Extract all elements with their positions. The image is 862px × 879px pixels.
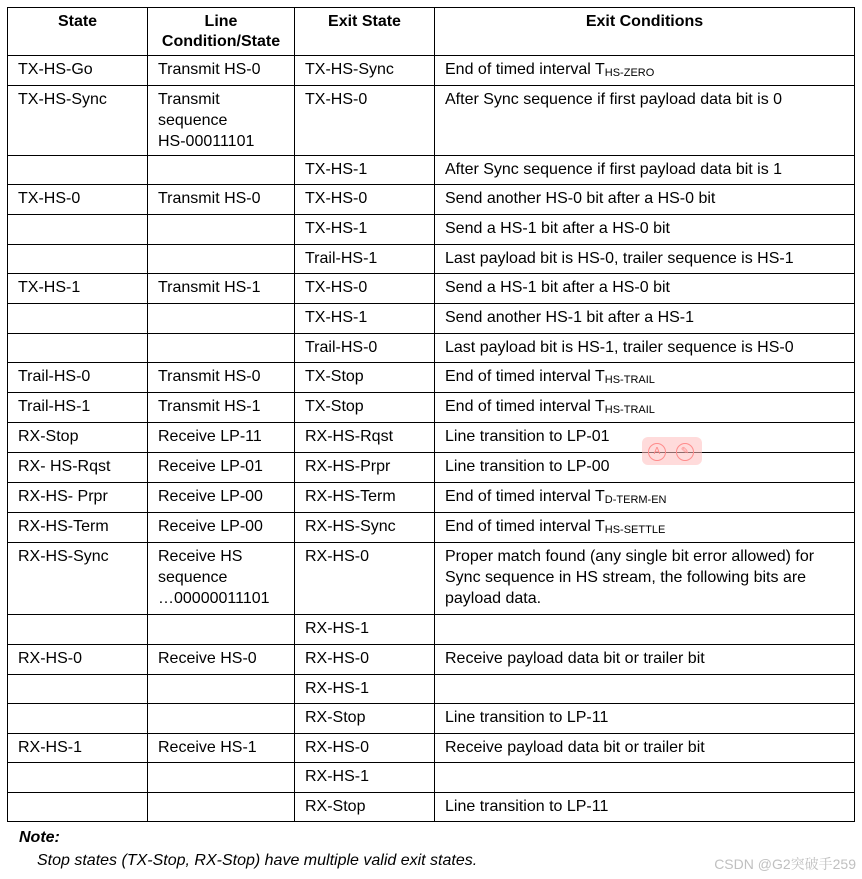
- state-cell: [8, 763, 148, 793]
- line-condition-cell: [148, 274, 295, 304]
- exit-condition-cell: [435, 513, 855, 543]
- line-condition-cell-text: Transmit sequence HS-00011101: [158, 91, 255, 150]
- exit-state-cell: [295, 215, 435, 245]
- line-condition-cell: [148, 734, 295, 763]
- table-row: [8, 156, 855, 185]
- exit-state-cell: [295, 363, 435, 393]
- line-condition-cell: [148, 363, 295, 393]
- exit-condition-cell: [435, 304, 855, 334]
- exit-state-cell: [295, 734, 435, 763]
- exit-state-cell-text: RX-HS-Prpr: [305, 458, 391, 475]
- table-row: [8, 393, 855, 423]
- header-exit-conditions: Exit Conditions: [435, 8, 855, 56]
- line-condition-cell: [148, 86, 295, 156]
- exit-state-cell-text: TX-HS-0: [305, 190, 368, 207]
- exit-condition-cell: [435, 483, 855, 513]
- exit-condition-cell: [435, 363, 855, 393]
- state-cell: [8, 156, 148, 185]
- line-condition-cell: [148, 793, 295, 822]
- table-row: [8, 245, 855, 274]
- exit-state-cell-text: TX-HS-1: [305, 161, 368, 178]
- exit-state-cell-text: RX-HS-1: [305, 680, 370, 697]
- exit-state-cell: [295, 393, 435, 423]
- exit-condition-cell-text: Receive payload data bit or trailer bit: [445, 739, 705, 756]
- exit-state-cell: [295, 156, 435, 185]
- exit-condition-cell-text: Proper match found (any single bit error allowed) for Sync sequence in HS stream, the following bits are payload data.: [445, 548, 815, 607]
- line-condition-cell-text: Transmit HS-0: [158, 190, 261, 207]
- line-condition-cell: [148, 334, 295, 363]
- state-cell: [8, 453, 148, 483]
- state-cell: [8, 274, 148, 304]
- exit-state-cell: [295, 513, 435, 543]
- timing-parameter-subscript: D-TERM-EN: [604, 494, 667, 506]
- exit-condition-cell-text: After Sync sequence if first payload data bit is 0: [445, 91, 783, 108]
- line-condition-cell: [148, 393, 295, 423]
- exit-state-cell-text: RX-HS-Sync: [305, 518, 396, 535]
- table-body: [8, 56, 855, 822]
- table-row: [8, 704, 855, 734]
- exit-condition-cell: [435, 334, 855, 363]
- table-row: [8, 483, 855, 513]
- exit-condition-cell: [435, 56, 855, 86]
- exit-state-cell-text: RX-HS-0: [305, 548, 370, 565]
- table-row: [8, 453, 855, 483]
- line-condition-cell: [148, 704, 295, 734]
- line-condition-cell: [148, 423, 295, 453]
- timing-parameter-subscript: HS-TRAIL: [604, 404, 655, 416]
- exit-condition-cell: [435, 86, 855, 156]
- state-cell: [8, 304, 148, 334]
- line-condition-cell-text: Transmit HS-1: [158, 279, 261, 296]
- state-cell: [8, 793, 148, 822]
- table-row: [8, 334, 855, 363]
- table-header-row: [8, 8, 855, 56]
- floating-translate-widget[interactable]: [642, 437, 702, 465]
- table-row: [8, 215, 855, 245]
- state-cell-text: RX-HS-Sync: [18, 548, 109, 565]
- exit-state-cell: [295, 543, 435, 615]
- timing-parameter-subscript: HS-TRAIL: [604, 374, 655, 386]
- state-cell: [8, 423, 148, 453]
- exit-state-cell-text: RX-Stop: [305, 798, 366, 815]
- exit-condition-cell-text: Line transition to LP-11: [445, 709, 609, 726]
- exit-state-cell-text: TX-Stop: [305, 368, 364, 385]
- state-cell-text: TX-HS-Go: [18, 61, 93, 78]
- exit-condition-cell-text: End of timed interval T: [445, 61, 605, 78]
- state-cell-text: RX- HS-Rqst: [18, 458, 111, 475]
- state-cell-text: RX-HS-Term: [18, 518, 109, 535]
- exit-state-cell: [295, 793, 435, 822]
- state-cell: [8, 483, 148, 513]
- hs-state-table: [7, 7, 855, 822]
- line-condition-cell: [148, 304, 295, 334]
- table-row: [8, 793, 855, 822]
- line-condition-cell-text: Receive LP-00: [158, 518, 263, 535]
- exit-state-cell: [295, 245, 435, 274]
- line-condition-cell: [148, 453, 295, 483]
- state-cell: [8, 393, 148, 423]
- exit-state-cell: [295, 423, 435, 453]
- line-condition-cell: [148, 56, 295, 86]
- state-cell: [8, 245, 148, 274]
- line-condition-cell: [148, 215, 295, 245]
- exit-condition-cell: [435, 615, 855, 645]
- state-cell: [8, 334, 148, 363]
- exit-condition-cell: [435, 734, 855, 763]
- exit-state-cell: [295, 274, 435, 304]
- exit-state-cell: [295, 675, 435, 704]
- line-condition-cell-text: Transmit HS-0: [158, 61, 261, 78]
- timing-parameter-subscript: HS-SETTLE: [604, 524, 666, 536]
- exit-state-cell-text: RX-HS-Term: [305, 488, 396, 505]
- line-condition-cell-text: Receive LP-00: [158, 488, 263, 505]
- exit-state-cell-text: TX-Stop: [305, 398, 364, 415]
- exit-state-cell-text: RX-HS-1: [305, 620, 370, 637]
- exit-state-cell: [295, 304, 435, 334]
- table-row: [8, 645, 855, 675]
- exit-state-cell-text: TX-HS-Sync: [305, 61, 394, 78]
- exit-state-cell: [295, 334, 435, 363]
- note-title: Note:: [19, 829, 60, 846]
- exit-condition-cell-text: After Sync sequence if first payload data bit is 1: [445, 161, 783, 178]
- exit-condition-cell-text: Send a HS-1 bit after a HS-0 bit: [445, 279, 670, 296]
- header-line-condition-text: Line Condition/State: [161, 13, 281, 50]
- exit-state-cell: [295, 56, 435, 86]
- line-condition-cell: [148, 543, 295, 615]
- exit-condition-cell-text: Receive payload data bit or trailer bit: [445, 650, 705, 667]
- exit-condition-cell-text: Line transition to LP-01: [445, 428, 610, 445]
- state-cell: [8, 645, 148, 675]
- state-cell-text: RX-Stop: [18, 428, 79, 445]
- state-cell-text: Trail-HS-1: [18, 398, 91, 415]
- exit-condition-cell: [435, 763, 855, 793]
- table-row: [8, 304, 855, 334]
- state-cell-text: Trail-HS-0: [18, 368, 91, 385]
- table-row: [8, 513, 855, 543]
- exit-state-cell-text: TX-HS-0: [305, 279, 368, 296]
- table-row: [8, 274, 855, 304]
- state-cell-text: RX-HS- Prpr: [18, 488, 108, 505]
- exit-state-cell: [295, 763, 435, 793]
- table-row: [8, 86, 855, 156]
- state-cell: [8, 86, 148, 156]
- exit-state-cell-text: Trail-HS-1: [305, 250, 378, 267]
- table-row: [8, 675, 855, 704]
- exit-condition-cell: [435, 185, 855, 215]
- line-condition-cell: [148, 483, 295, 513]
- table-row: [8, 734, 855, 763]
- exit-condition-cell: [435, 793, 855, 822]
- state-cell: [8, 615, 148, 645]
- table-row: [8, 543, 855, 615]
- exit-condition-cell: [435, 543, 855, 615]
- line-condition-cell: [148, 615, 295, 645]
- timing-parameter-subscript: HS-ZERO: [604, 67, 655, 79]
- table-row: [8, 423, 855, 453]
- exit-state-cell: [295, 86, 435, 156]
- exit-state-cell: [295, 615, 435, 645]
- state-cell: [8, 543, 148, 615]
- state-cell: [8, 363, 148, 393]
- exit-condition-cell-text: Line transition to LP-00: [445, 458, 610, 475]
- exit-state-cell-text: RX-HS-1: [305, 768, 370, 785]
- watermark: CSDN @G2突破手259: [714, 856, 856, 872]
- header-exit-state: Exit State: [295, 8, 435, 56]
- state-cell-text: RX-HS-1: [18, 739, 83, 756]
- header-line-condition: [148, 8, 295, 56]
- table-row: [8, 363, 855, 393]
- line-condition-cell-text: Transmit HS-0: [158, 368, 261, 385]
- exit-condition-cell: [435, 215, 855, 245]
- line-condition-cell: [148, 156, 295, 185]
- exit-condition-cell-text: Send another HS-1 bit after a HS-1: [445, 309, 695, 326]
- exit-state-cell-text: RX-HS-Rqst: [305, 428, 394, 445]
- exit-state-cell-text: RX-HS-0: [305, 739, 370, 756]
- table-row: [8, 56, 855, 86]
- exit-state-cell-text: TX-HS-1: [305, 220, 368, 237]
- exit-condition-cell-text: End of timed interval T: [445, 488, 605, 505]
- exit-state-cell: [295, 704, 435, 734]
- translate-icon[interactable]: A: [648, 443, 666, 461]
- line-condition-cell-text: Receive HS-0: [158, 650, 257, 667]
- exit-condition-cell-text: Last payload bit is HS-1, trailer sequence is HS-0: [445, 339, 794, 356]
- line-condition-cell-text: Transmit HS-1: [158, 398, 261, 415]
- state-cell-text: TX-HS-1: [18, 279, 81, 296]
- line-condition-cell-text: Receive HS sequence …00000011101: [158, 548, 270, 607]
- exit-condition-cell: [435, 156, 855, 185]
- exit-condition-cell-text: End of timed interval T: [445, 518, 605, 535]
- state-cell-text: TX-HS-0: [18, 190, 81, 207]
- table-row: [8, 185, 855, 215]
- exit-condition-cell: [435, 393, 855, 423]
- exit-state-cell-text: TX-HS-1: [305, 309, 368, 326]
- exit-condition-cell: [435, 645, 855, 675]
- note-text: Stop states (TX-Stop, RX-Stop) have multiple valid exit states.: [37, 852, 478, 869]
- exit-condition-cell: [435, 704, 855, 734]
- exit-condition-cell-text: End of timed interval T: [445, 368, 605, 385]
- exit-state-cell: [295, 483, 435, 513]
- state-cell-text: RX-HS-0: [18, 650, 83, 667]
- line-condition-cell: [148, 675, 295, 704]
- exit-condition-cell: [435, 675, 855, 704]
- line-condition-cell: [148, 763, 295, 793]
- magic-wand-icon[interactable]: ✎: [676, 443, 694, 461]
- state-cell-text: TX-HS-Sync: [18, 91, 107, 108]
- state-cell: [8, 215, 148, 245]
- line-condition-cell-text: Receive LP-11: [158, 428, 262, 445]
- exit-condition-cell-text: End of timed interval T: [445, 398, 605, 415]
- state-cell: [8, 704, 148, 734]
- line-condition-cell-text: Receive LP-01: [158, 458, 263, 475]
- state-cell: [8, 513, 148, 543]
- exit-state-cell-text: RX-Stop: [305, 709, 366, 726]
- exit-state-cell-text: RX-HS-0: [305, 650, 370, 667]
- header-state: State: [8, 8, 148, 56]
- exit-condition-cell-text: Send a HS-1 bit after a HS-0 bit: [445, 220, 670, 237]
- exit-condition-cell: [435, 245, 855, 274]
- state-cell: [8, 56, 148, 86]
- line-condition-cell: [148, 513, 295, 543]
- line-condition-cell: [148, 645, 295, 675]
- exit-condition-cell: [435, 274, 855, 304]
- line-condition-cell-text: Receive HS-1: [158, 739, 257, 756]
- line-condition-cell: [148, 185, 295, 215]
- exit-state-cell-text: Trail-HS-0: [305, 339, 378, 356]
- exit-condition-cell-text: Send another HS-0 bit after a HS-0 bit: [445, 190, 716, 207]
- exit-state-cell-text: TX-HS-0: [305, 91, 368, 108]
- exit-condition-cell-text: Line transition to LP-11: [445, 798, 609, 815]
- exit-state-cell: [295, 185, 435, 215]
- exit-state-cell: [295, 645, 435, 675]
- line-condition-cell: [148, 245, 295, 274]
- table-row: [8, 615, 855, 645]
- exit-condition-cell-text: Last payload bit is HS-0, trailer sequence is HS-1: [445, 250, 794, 267]
- exit-state-cell: [295, 453, 435, 483]
- state-cell: [8, 185, 148, 215]
- state-cell: [8, 734, 148, 763]
- table-row: [8, 763, 855, 793]
- state-cell: [8, 675, 148, 704]
